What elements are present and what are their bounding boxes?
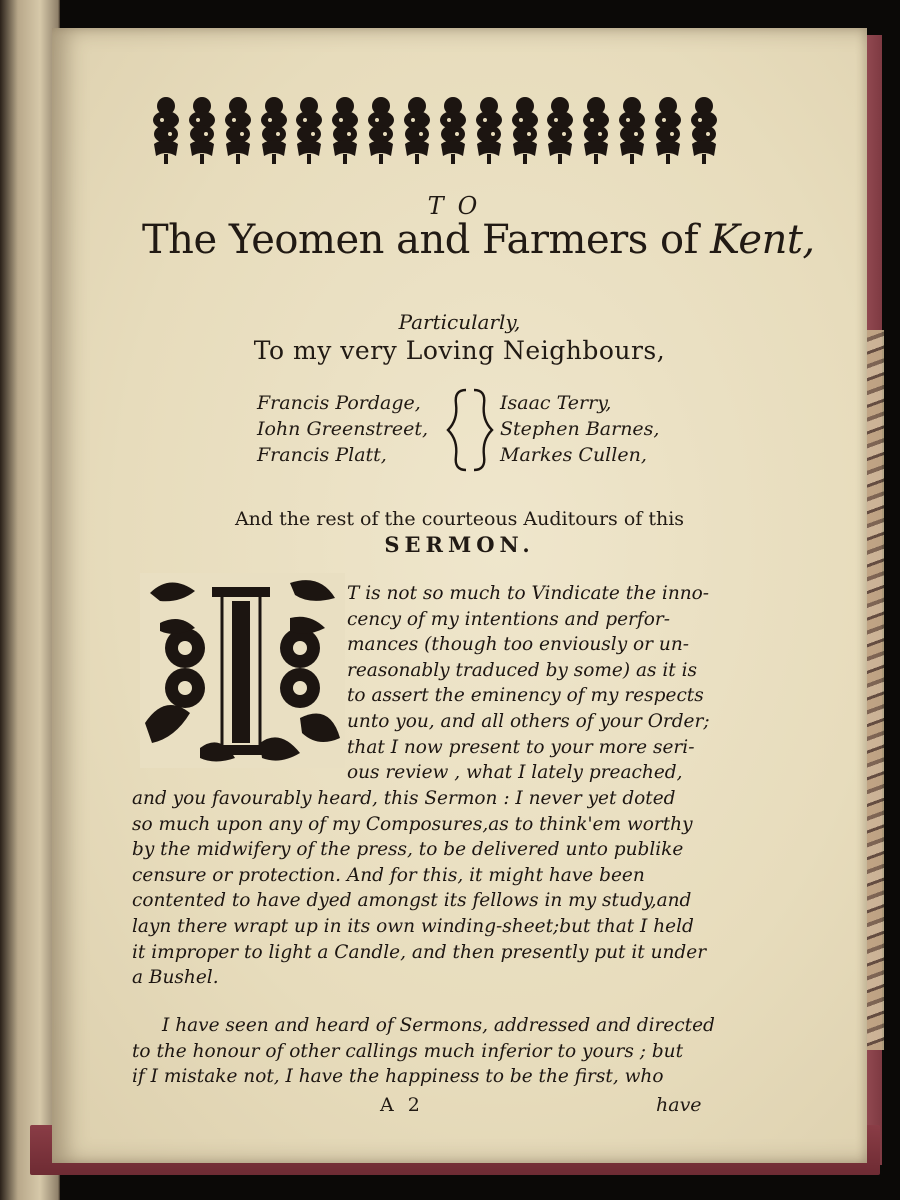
fleuron-ornament	[365, 96, 397, 168]
text-line: by the midwifery of the press, to be delivered unto publike	[132, 839, 684, 861]
paragraph1-continued	[132, 786, 772, 991]
fleuron-ornament	[580, 96, 612, 168]
text-line: that I now present to your more seri-	[347, 736, 695, 758]
page-title	[142, 216, 815, 264]
name-entry: Isaac Terry,	[500, 392, 612, 414]
headpiece-ornament	[150, 96, 720, 168]
text-line: contented to have dyed amongst its fellows in my study,and	[132, 890, 692, 912]
fleuron-ornament	[473, 96, 505, 168]
fleuron-ornament	[437, 96, 469, 168]
fleuron-ornament	[293, 96, 325, 168]
heading-to: TO	[427, 192, 492, 220]
text-line: layn there wrapt up in its own winding-sheet;but that I held	[132, 915, 694, 937]
text-line: ous review , what I lately preached,	[347, 762, 683, 784]
title-text: The Yeomen and Farmers of	[142, 217, 711, 263]
fleuron-ornament	[150, 96, 182, 168]
book-page	[52, 28, 867, 1163]
name-entry: Stephen Barnes,	[500, 418, 660, 440]
neighbours-line: To my very Loving Neighbours,	[253, 336, 666, 365]
text-line: to assert the eminency of my respects	[347, 685, 704, 707]
text-line: reasonably traduced by some) as it is	[347, 659, 698, 681]
text-line: unto you, and all others of your Order;	[347, 710, 710, 732]
brace-ornament	[440, 386, 500, 474]
fleuron-ornament	[544, 96, 576, 168]
fleuron-ornament	[401, 96, 433, 168]
fleuron-ornament	[688, 96, 720, 168]
text-line: if I mistake not, I have the happiness to be the first, who	[132, 1066, 664, 1088]
text-line: it improper to light a Candle, and then presently put it under	[132, 941, 707, 963]
name-entry: Francis Pordage,	[257, 392, 421, 414]
adjacent-page-edge	[0, 0, 60, 1200]
fleuron-ornament	[186, 96, 218, 168]
catchword: have	[656, 1094, 702, 1116]
names-right-column	[500, 390, 659, 468]
paragraph2	[132, 1013, 772, 1090]
decorated-initial-i	[140, 573, 345, 768]
text-line: I have seen and heard of Sermons, addressed and directed	[162, 1015, 715, 1036]
fleuron-ornament	[329, 96, 361, 168]
name-entry: Iohn Greenstreet,	[257, 418, 429, 440]
text-line: a Bushel.	[132, 967, 219, 989]
particularly-line: Particularly,	[398, 310, 521, 334]
text-line: and you favourably heard, this Sermon : I never yet doted	[132, 788, 676, 809]
fleuron-ornament	[509, 96, 541, 168]
fleuron-ornament	[616, 96, 648, 168]
text-line: T is not so much to Vindicate the inno-	[347, 583, 710, 604]
paragraph1-beside-initial	[347, 581, 767, 786]
auditours-line: And the rest of the courteous Auditours of this	[234, 508, 685, 530]
text-line: to the honour of other callings much inferior to yours ; but	[132, 1040, 684, 1062]
fleuron-ornament	[258, 96, 290, 168]
title-kent: Kent,	[710, 217, 815, 263]
text-line: cency of my intentions and perfor-	[347, 608, 670, 630]
text-line: mances (though too enviously or un-	[347, 634, 689, 656]
text-line: so much upon any of my Composures,as to think'em worthy	[132, 813, 693, 835]
signature-mark: A 2	[380, 1094, 424, 1116]
name-entry: Markes Cullen,	[500, 444, 647, 466]
sermon-heading: SERMON.	[384, 532, 535, 557]
name-entry: Francis Platt,	[257, 444, 387, 466]
names-left-column	[257, 390, 428, 468]
text-line: censure or protection. And for this, it might have been	[132, 864, 645, 886]
fleuron-ornament	[652, 96, 684, 168]
fleuron-ornament	[222, 96, 254, 168]
